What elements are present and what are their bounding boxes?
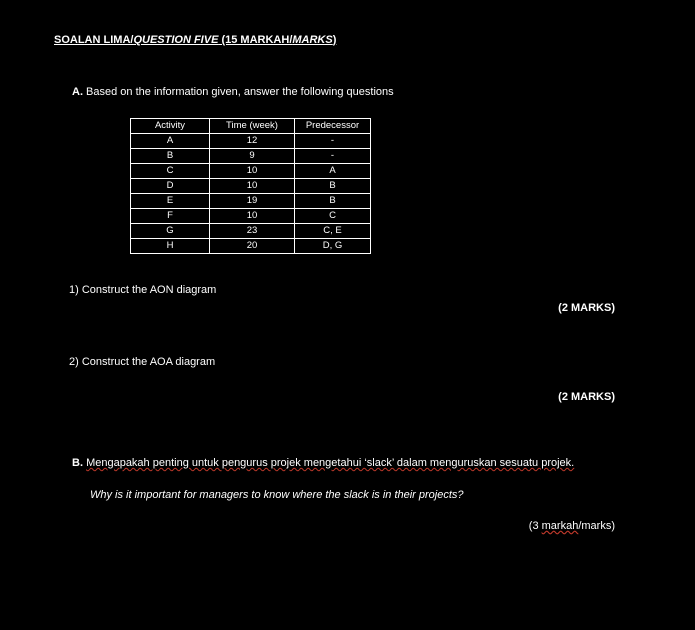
question-1-text: 1) Construct the AON diagram xyxy=(69,284,217,296)
table-row xyxy=(131,209,371,224)
cell-activity: B xyxy=(131,149,210,164)
heading-marks-suffix: ) xyxy=(332,34,337,46)
cell-predecessor: C xyxy=(295,209,371,224)
part-b-english: Why is it important for managers to know where the slack is in their projects? xyxy=(90,489,464,501)
table-row xyxy=(131,239,371,254)
table-row xyxy=(131,179,371,194)
heading-prefix: SOALAN LIMA/ xyxy=(54,34,134,46)
cell-predecessor: A xyxy=(295,164,371,179)
question-2-text: 2) Construct the AOA diagram xyxy=(69,356,216,368)
header-predecessor: Predecessor xyxy=(295,119,371,134)
cell-predecessor: D, G xyxy=(295,239,371,254)
cell-predecessor: - xyxy=(295,134,371,149)
cell-time: 10 xyxy=(210,164,295,179)
cell-activity: E xyxy=(131,194,210,209)
cell-activity: C xyxy=(131,164,210,179)
table-row xyxy=(131,134,371,149)
header-activity: Activity xyxy=(131,119,210,134)
part-a-instruction xyxy=(72,86,394,98)
cell-activity: H xyxy=(131,239,210,254)
table-header-row xyxy=(131,119,371,134)
part-b-label: B. xyxy=(72,457,83,469)
cell-predecessor: B xyxy=(295,194,371,209)
question-1-marks: (2 MARKS) xyxy=(558,302,615,314)
cell-time: 20 xyxy=(210,239,295,254)
activity-table xyxy=(130,118,371,254)
cell-predecessor: - xyxy=(295,149,371,164)
heading-marks-prefix: (15 MARKAH/ xyxy=(218,34,293,46)
cell-activity: A xyxy=(131,134,210,149)
cell-time: 23 xyxy=(210,224,295,239)
table-row xyxy=(131,194,371,209)
part-b-malay xyxy=(72,457,574,469)
table-row xyxy=(131,224,371,239)
cell-activity: F xyxy=(131,209,210,224)
header-time: Time (week) xyxy=(210,119,295,134)
part-a-text: Based on the information given, answer the following questions xyxy=(83,86,394,98)
table-row xyxy=(131,164,371,179)
heading-marks-italic: MARKS xyxy=(292,34,333,46)
cell-time: 9 xyxy=(210,149,295,164)
heading-italic: QUESTION FIVE xyxy=(133,34,219,46)
cell-time: 10 xyxy=(210,209,295,224)
cell-time: 19 xyxy=(210,194,295,209)
part-b-marks-close: /marks) xyxy=(578,520,615,532)
part-b-marks-malay: markah xyxy=(541,520,579,532)
cell-activity: G xyxy=(131,224,210,239)
cell-predecessor: C, E xyxy=(295,224,371,239)
cell-predecessor: B xyxy=(295,179,371,194)
part-a-label: A. xyxy=(72,86,83,98)
table-row xyxy=(131,149,371,164)
cell-time: 12 xyxy=(210,134,295,149)
cell-activity: D xyxy=(131,179,210,194)
part-b-marks xyxy=(529,520,615,532)
question-2-marks: (2 MARKS) xyxy=(558,391,615,403)
part-b-marks-open: (3 xyxy=(528,520,542,532)
question-heading xyxy=(54,34,336,46)
part-b-malay-text: Mengapakah penting untuk pengurus projek mengetahui ‘slack’ dalam menguruskan sesuatu projek. xyxy=(86,457,575,469)
cell-time: 10 xyxy=(210,179,295,194)
